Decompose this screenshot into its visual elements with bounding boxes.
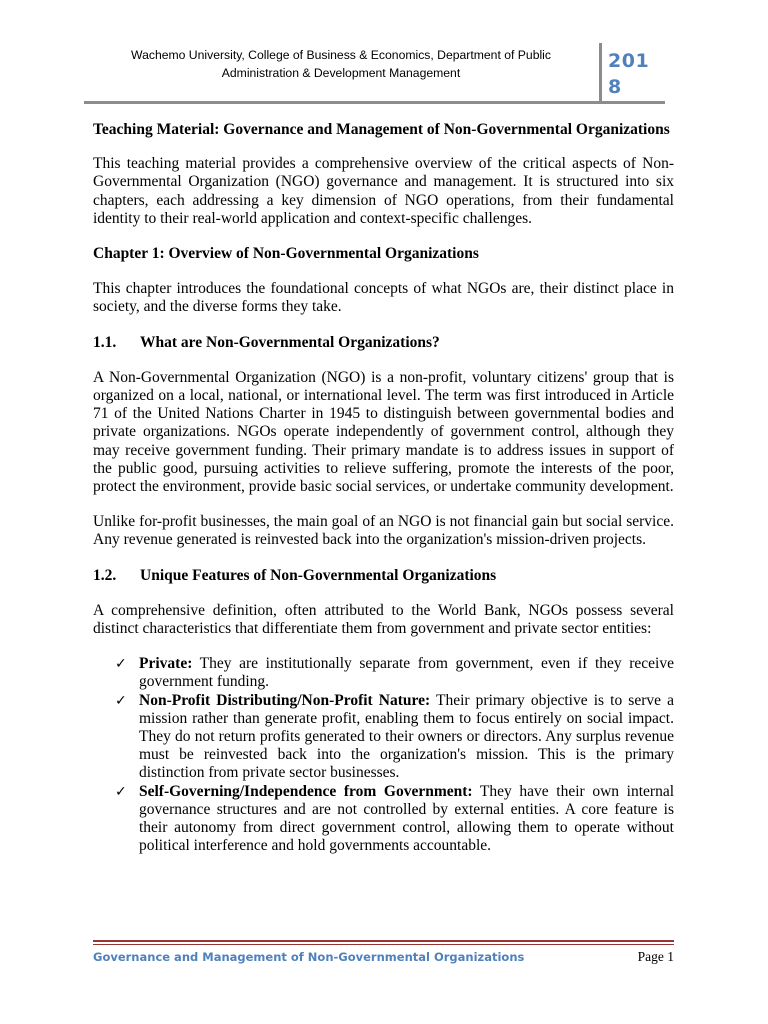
header-year-line-2: 8 bbox=[608, 76, 622, 98]
feature-label: Self-Governing/Independence from Government: bbox=[139, 782, 473, 800]
section-1-2-title: Unique Features of Non-Governmental Organizations bbox=[140, 566, 497, 584]
chapter-1-intro: This chapter introduces the foundational concepts of what NGOs are, their distinct place in society, and the diverse forms they take. bbox=[93, 280, 674, 316]
header-line-2: Administration & Development Management bbox=[221, 66, 461, 80]
intro-paragraph: This teaching material provides a comprehensive overview of the critical aspects of Non-Governmental Organization (NGO) governance and management. It is structured into six chapters, each addressing a key dimension of NGO operations, from their fundamental identity to their real-world application and context-specific challenges. bbox=[93, 155, 674, 227]
section-1-1-paragraph-2: Unlike for-profit businesses, the main goal of an NGO is not financial gain but social service. Any revenue generated is reinvested back into the organization's mission-driven projects. bbox=[93, 513, 674, 549]
document-body bbox=[93, 121, 674, 856]
checkmark-icon: ✓ bbox=[115, 656, 127, 673]
header-vertical-rule bbox=[599, 43, 602, 104]
footer-rule-thin bbox=[93, 944, 674, 945]
features-list bbox=[93, 655, 674, 855]
section-1-1-heading bbox=[93, 334, 674, 352]
header-year-line-1: 201 bbox=[608, 50, 650, 72]
list-item bbox=[93, 783, 674, 856]
checkmark-icon: ✓ bbox=[115, 783, 127, 800]
checkmark-icon: ✓ bbox=[115, 692, 127, 709]
list-item bbox=[93, 655, 674, 691]
list-item bbox=[93, 692, 674, 783]
feature-text: Their primary objective is to serve a mission rather than generate profit, enabling them to focus entirely on social impact. They do not return profits generated to their owners or directors. Any surplus revenue must be reinvested back into the organization's mission. This is the primary distinction from private sector businesses. bbox=[139, 691, 674, 782]
section-1-1-number: 1.1. bbox=[93, 333, 117, 351]
header-institution bbox=[100, 46, 582, 82]
section-1-2-heading bbox=[93, 567, 674, 585]
footer-title: Governance and Management of Non-Governmental Organizations bbox=[93, 950, 525, 964]
feature-label: Private: bbox=[139, 655, 193, 673]
page-number: Page 1 bbox=[637, 949, 674, 964]
header-year bbox=[608, 48, 668, 100]
header-horizontal-rule bbox=[84, 101, 665, 104]
feature-label: Non-Profit Distributing/Non-Profit Nature: bbox=[139, 691, 431, 709]
section-1-2-paragraph-1: A comprehensive definition, often attributed to the World Bank, NGOs possess several distinct characteristics that differentiate them from government and private sector entities: bbox=[93, 601, 674, 638]
section-1-2-number: 1.2. bbox=[93, 566, 117, 584]
chapter-1-heading: Chapter 1: Overview of Non-Governmental Organizations bbox=[93, 245, 479, 263]
feature-text: They are institutionally separate from government, even if they receive government funding. bbox=[139, 655, 674, 691]
document-title: Teaching Material: Governance and Management of Non-Governmental Organizations bbox=[93, 121, 670, 138]
feature-text: They have their own internal governance structures and are not controlled by external entities. A core feature is their autonomy from direct government control, allowing them to operate without political interference and hold governments accountable. bbox=[139, 782, 675, 855]
section-1-1-title: What are Non-Governmental Organizations? bbox=[140, 333, 440, 351]
section-1-1-paragraph-1: A Non-Governmental Organization (NGO) is a non-profit, voluntary citizens' group that is organized on a local, national, or international level. The term was first introduced in Article 71 of the United Nations Charter in 1945 to distinguish between governmental bodies and private organizations. NGOs operate independently of government control, although they may receive government funding. Their primary mandate is to address issues in support of the public good, pursuing activities to relieve suffering, promote the interests of the poor, protect the environment, provide basic social services, or undertake community development. bbox=[93, 368, 674, 496]
header-line-1: Wachemo University, College of Business & Economics, Department of Public bbox=[131, 48, 551, 62]
footer-rule-thick bbox=[93, 940, 674, 942]
